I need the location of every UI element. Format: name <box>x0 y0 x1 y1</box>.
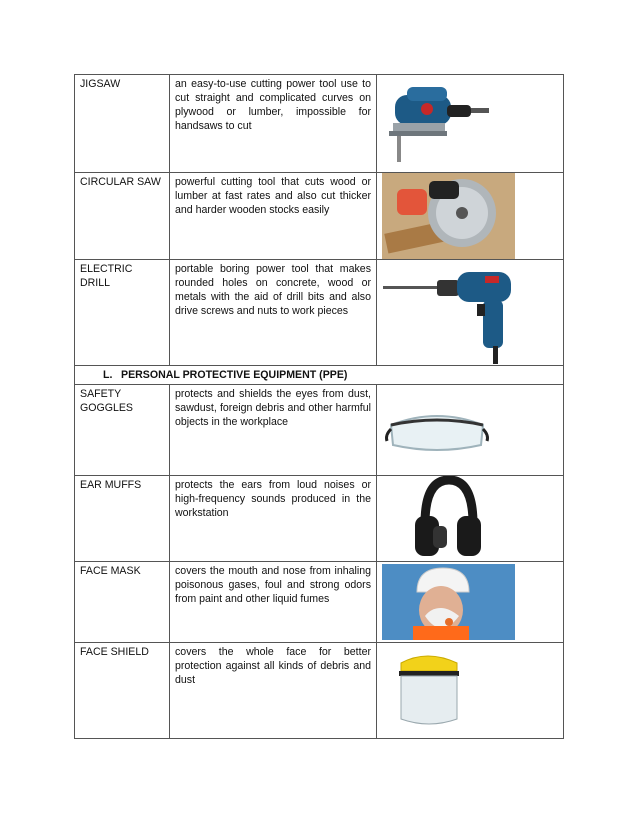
item-description: covers the mouth and nose from inhaling poisonous gases, foul and strong odors from paint and other liquid fumes <box>170 562 377 643</box>
item-name: JIGSAW <box>75 75 170 173</box>
item-description: powerful cutting tool that cuts wood or lumber at fast rates and also cut thicker and harder wooden stocks easily <box>170 173 377 260</box>
table-row <box>75 260 564 366</box>
section-header <box>75 366 564 385</box>
item-name: FACE SHIELD <box>75 643 170 739</box>
table-row <box>75 643 564 739</box>
electric-drill-icon <box>377 260 564 366</box>
section-title: PERSONAL PROTECTIVE EQUIPMENT (PPE) <box>121 369 348 381</box>
equipment-table <box>74 74 564 739</box>
item-description: portable boring power tool that makes rounded holes on concrete, wood or metals with the aid of drill bits and also drive screws and nuts to work pieces <box>170 260 377 366</box>
item-description: protects the ears from loud noises or high-frequency sounds produced in the workstation <box>170 476 377 562</box>
item-name: FACE MASK <box>75 562 170 643</box>
table-row <box>75 476 564 562</box>
table-row <box>75 385 564 476</box>
ear-muffs-icon <box>377 476 564 562</box>
face-mask-icon <box>377 562 564 643</box>
table-row <box>75 173 564 260</box>
item-description: protects and shields the eyes from dust, sawdust, foreign debris and other harmful objects in the workplace <box>170 385 377 476</box>
table-row <box>75 75 564 173</box>
safety-goggles-icon <box>377 385 564 476</box>
item-name: SAFETY GOGGLES <box>75 385 170 476</box>
jigsaw-icon <box>377 75 564 173</box>
face-shield-icon <box>377 643 564 739</box>
item-name: CIRCULAR SAW <box>75 173 170 260</box>
table-row <box>75 562 564 643</box>
section-header-row <box>75 366 564 385</box>
item-description: an easy-to-use cutting power tool use to cut straight and complicated curves on plywood or lumber, impossible for handsaws to cut <box>170 75 377 173</box>
circular-saw-icon <box>377 173 564 260</box>
section-number: L. <box>103 369 113 381</box>
item-description: covers the whole face for better protection against all kinds of debris and dust <box>170 643 377 739</box>
item-name: ELECTRIC DRILL <box>75 260 170 366</box>
item-name: EAR MUFFS <box>75 476 170 562</box>
